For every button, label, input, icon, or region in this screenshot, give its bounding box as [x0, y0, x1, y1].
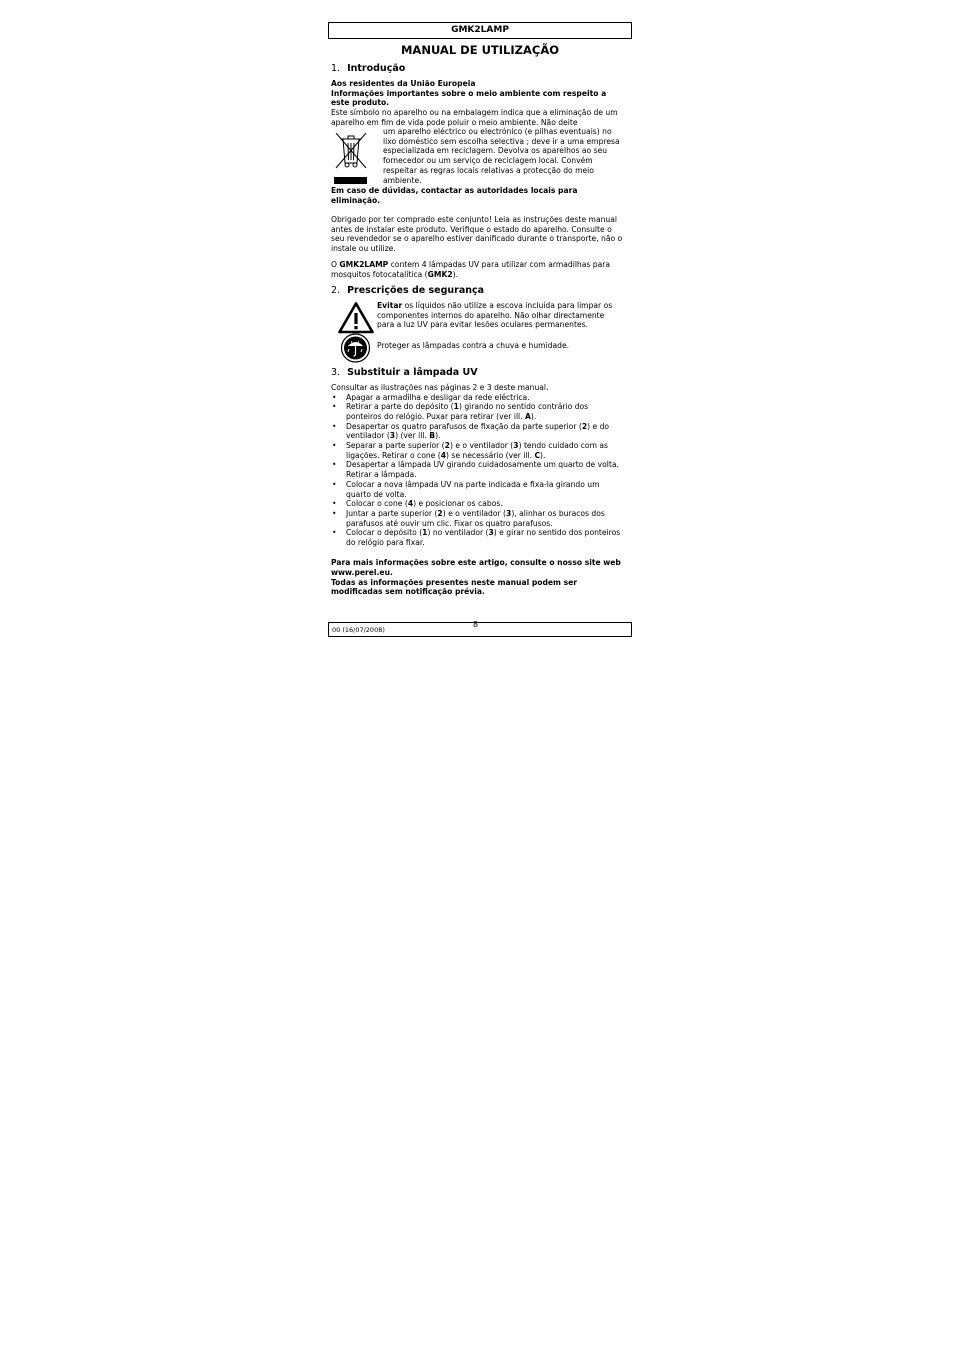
list-item: • Apagar a armadilha e desligar da rede eléctrica.: [331, 393, 625, 403]
warning-text: Evitar os líquidos não utilize a escova incluída para limpar os componentes internos do aparelho. Não olhar directamente para a luz UV para evitar lesões oculares permanentes.: [377, 301, 613, 330]
page-title: MANUAL DE UTILIZAÇÃO: [400, 43, 559, 57]
rain-text: Proteger as lâmpadas contra a chuva e humidade.: [377, 341, 570, 350]
header-model-box: [328, 22, 632, 39]
contents-paragraph: O GMK2LAMP contem 4 lâmpadas UV para utilizar com armadilhas para mosquitos fotocatalítica (GMK2).: [331, 260, 611, 279]
doubt-contact-line: Em caso de dúvidas, contactar as autoridades locais para eliminação.: [331, 186, 578, 205]
list-item: • Separar a parte superior (2) e o ventilador (3) tendo cuidado com as ligações. Retirar o cone (4) se necessário (ver ill. C).: [331, 441, 625, 460]
section-3-heading: 3. Substituir a lâmpada UV: [331, 367, 478, 378]
section-3-intro: Consultar as ilustrações nas páginas 2 e 3 deste manual.: [331, 383, 549, 392]
list-item: • Desapertar os quatro parafusos de fixação da parte superior (2) e do ventilador (3) (ver ill. B).: [331, 422, 625, 441]
warning-triangle-icon: [338, 302, 374, 334]
change-notice-line: Todas as informações presentes neste manual podem ser modificadas sem notificação prévia.: [331, 577, 578, 597]
list-item: • Desapertar a lâmpada UV girando cuidadosamente um quarto de volta. Retirar a lâmpada.: [331, 460, 625, 479]
eu-residents-line: Aos residentes da União Europeia: [331, 79, 476, 88]
weee-bin-icon: [332, 130, 370, 170]
more-info-line: Para mais informações sobre este artigo, consulte o nosso site web www.perel.eu.: [331, 558, 621, 577]
footer-date: 00 (16/07/2008): [332, 626, 385, 634]
list-item: • Retirar a parte do depósito (1) girando no sentido contrário dos ponteiros do relógio. Puxar para retirar (ver ill. A).: [331, 402, 625, 421]
header-model: GMK2LAMP: [451, 25, 509, 35]
section-2-heading: 2. Prescrições de segurança: [331, 285, 485, 296]
env-text-intro: Este símbolo no aparelho ou na embalagem indica que a eliminação de um aparelho em fim de vida pode poluir o meio ambiente. Não deite: [331, 108, 618, 127]
list-item: • Colocar o cone (4) e posicionar os cabos.: [331, 499, 625, 509]
env-text-wrapped: um aparelho eléctrico ou electrónico (e pilhas eventuais) no lixo doméstico sem escolha selectiva ; deve ir a uma empresa especializada em reciclagem. Devolva os aparelhos ao seu fornecedor ou um serviço de reciclagem local. Convém respeitar as regras locais relativas a protecção do meio ambiente.: [383, 127, 620, 185]
eu-important-line: Informações importantes sobre o meio ambiente com respeito a este produto.: [331, 88, 607, 108]
rain-protection-icon: [340, 333, 371, 363]
thanks-paragraph: Obrigado por ter comprado este conjunto! Leia as instruções deste manual antes de instalar este produto. Verifique o estado do aparelho. Consulte o seu revendedor se o aparelho estiver danificado durante o transporte, não o instale ou utilize.: [331, 215, 623, 254]
footer-box: [328, 622, 632, 637]
list-item: • Juntar a parte superior (2) e o ventilador (3), alinhar os buracos dos parafusos até ouvir um clic. Fixar os quatro parafusos.: [331, 509, 625, 528]
weee-black-bar: [334, 177, 367, 184]
page-number: 8: [473, 620, 479, 629]
steps-list: [331, 393, 625, 548]
section-1-heading: 1. Introdução: [331, 63, 406, 74]
list-item: • Colocar o depósito (1) no ventilador (3) e girar no sentido dos ponteiros do relógio para fixar.: [331, 528, 625, 547]
list-item: • Colocar a nova lâmpada UV na parte indicada e fixa-la girando um quarto de volta.: [331, 480, 625, 499]
